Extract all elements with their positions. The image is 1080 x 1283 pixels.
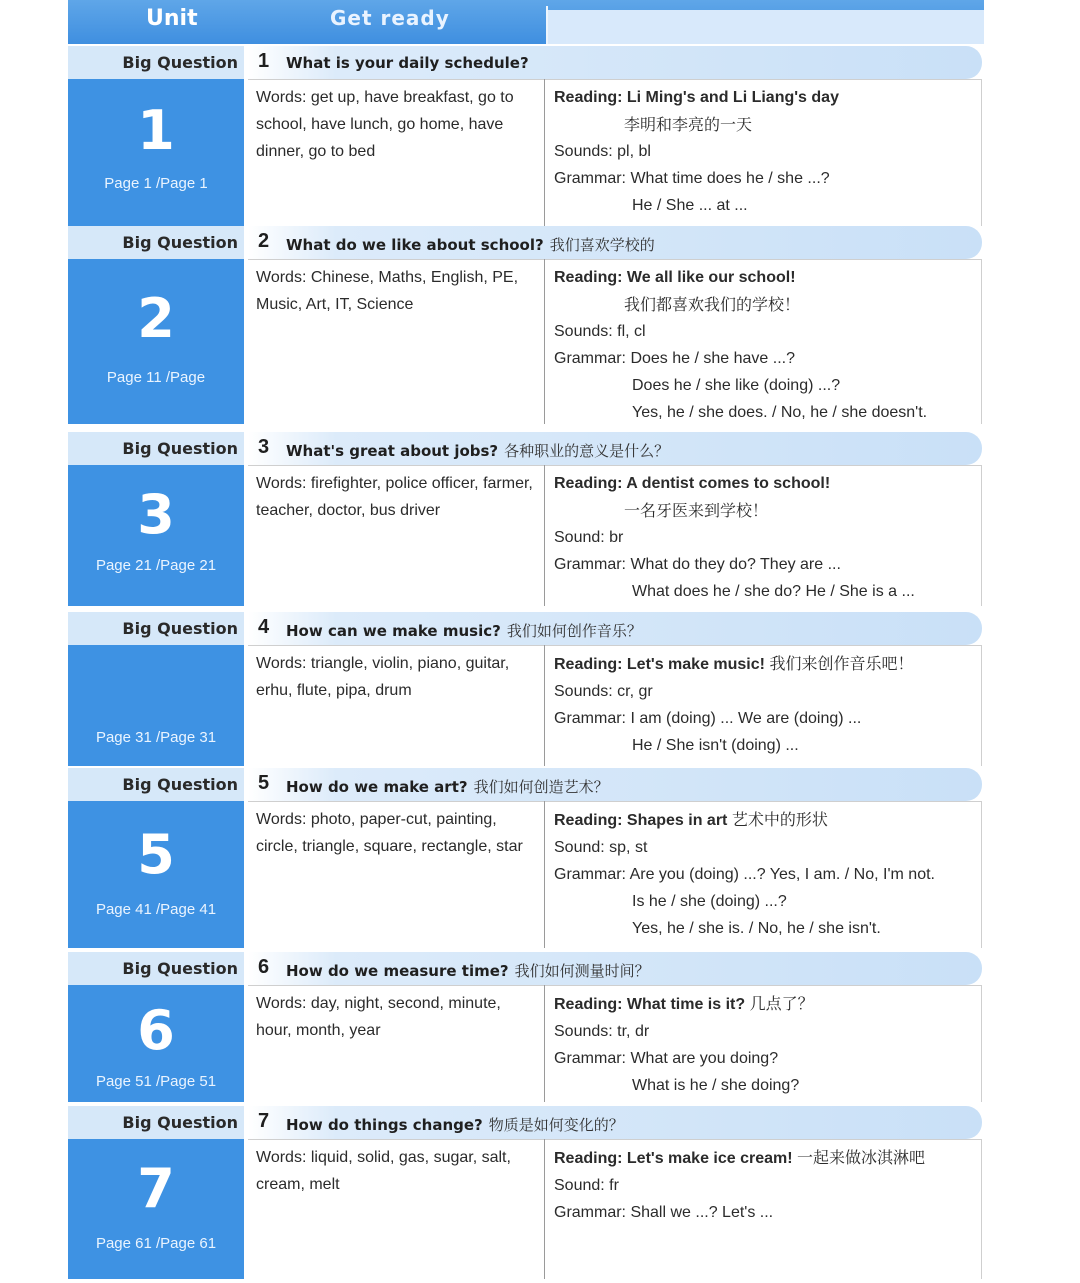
unit-2: [68, 226, 984, 426]
big-question-row: [68, 432, 984, 465]
big-question-text: How do we measure time? 我们如何测量时间？: [286, 962, 650, 980]
sounds: Sound: br: [554, 529, 624, 546]
sounds: Sound: fr: [554, 1177, 619, 1194]
unit-number: 2: [258, 230, 270, 252]
unit-number-box: [68, 985, 244, 1102]
unit-number: 7: [258, 1110, 270, 1132]
big-question-label: Big Question: [122, 1113, 238, 1132]
unit-7: [68, 1106, 984, 1283]
unit-number-box: [68, 79, 244, 226]
unit-number: 5: [258, 772, 270, 794]
reading-cell: [554, 470, 978, 605]
page-reference: Page 21 /Page 21: [95, 557, 217, 574]
grammar-line: Yes, he / she is. / No, he / she isn't.: [632, 920, 881, 937]
big-question-row: [68, 952, 984, 985]
words-cell: Words: Chinese, Maths, English, PE, Music, Art, IT, Science: [256, 269, 519, 313]
big-question-label: Big Question: [122, 775, 238, 794]
words-cell: Words: firefighter, police officer, farmer, teacher, doctor, bus driver: [256, 475, 533, 519]
reading-title-zh: 李明和李亮的一天: [624, 115, 753, 134]
grammar-line: Grammar: What do they do? They are ...: [554, 556, 841, 573]
unit-number-box: [68, 645, 244, 766]
reading-cell: [554, 650, 978, 759]
unit-big-number: 2: [137, 287, 175, 350]
reading-title: Reading: Shapes in art 艺术中的形状: [554, 810, 828, 829]
big-question-text: How can we make music? 我们如何创作音乐？: [286, 622, 642, 640]
words-cell: Words: day, night, second, minute, hour, month, year: [256, 995, 501, 1039]
header-band: [548, 10, 984, 44]
big-question-text: How do we make art? 我们如何创造艺术？: [286, 778, 609, 796]
big-question-label: Big Question: [122, 959, 238, 978]
reading-cell: [554, 1144, 978, 1226]
grammar-line: Grammar: What are you doing?: [554, 1050, 779, 1067]
big-question-row: [68, 226, 984, 259]
words-cell: Words: triangle, violin, piano, guitar, erhu, flute, pipa, drum: [256, 655, 510, 699]
words-cell: Words: liquid, solid, gas, sugar, salt, cream, melt: [256, 1149, 511, 1193]
reading-title: Reading: A dentist comes to school!: [554, 475, 831, 492]
grammar-line: Grammar: I am (doing) ... We are (doing) ...: [554, 710, 862, 727]
unit-number-box: [68, 1139, 244, 1279]
words-cell: Words: get up, have breakfast, go to school, have lunch, go home, have dinner, go to bed: [256, 89, 514, 160]
reading-cell: [554, 990, 978, 1099]
big-question-text: What's great about jobs? 各种职业的意义是什么？: [286, 442, 670, 460]
reading-title: Reading: Li Ming's and Li Liang's day: [554, 89, 839, 106]
reading-cell: [554, 264, 978, 426]
unit-5: [68, 768, 984, 950]
unit-3: [68, 432, 984, 608]
grammar-line: Is he / she (doing) ...?: [632, 893, 787, 910]
page-reference: Page 31 /Page 31: [95, 729, 217, 746]
grammar-line: What does he / she do? He / She is a ...: [632, 583, 915, 600]
page-reference: Page 41 /Page 41: [95, 901, 217, 918]
grammar-line: Grammar: Are you (doing) ...? Yes, I am. / No, I'm not.: [554, 866, 935, 883]
big-question-label: Big Question: [122, 619, 238, 638]
sounds: Sounds: pl, bl: [554, 143, 651, 160]
big-question-text: How do things change? 物质是如何变化的？: [286, 1116, 624, 1134]
page-reference: Page 51 /Page 51: [95, 1073, 217, 1090]
reading-title: Reading: What time is it? 几点了？: [554, 994, 814, 1013]
unit-big-number: 3: [137, 483, 175, 546]
unit-6: [68, 952, 984, 1102]
grammar-line: What is he / she doing?: [632, 1077, 800, 1094]
unit-number: 1: [258, 50, 270, 72]
reading-title-zh: 一名牙医来到学校！: [624, 501, 769, 520]
unit-column-label: Unit: [146, 6, 198, 31]
unit-number: 3: [258, 436, 270, 458]
sounds: Sounds: tr, dr: [554, 1023, 650, 1040]
big-question-label: Big Question: [122, 439, 238, 458]
grammar-line: Does he / she like (doing) ...?: [632, 377, 841, 394]
reading-cell: [554, 84, 978, 219]
reading-title-zh: 我们都喜欢我们的学校！: [624, 295, 801, 314]
sounds: Sounds: fl, cl: [554, 323, 646, 340]
sounds: Sound: sp, st: [554, 839, 648, 856]
big-question-row: [68, 1106, 984, 1139]
grammar-line: Grammar: What time does he / she ...?: [554, 170, 830, 187]
unit-number: 6: [258, 956, 270, 978]
grammar-line: Yes, he / she does. / No, he / she doesn't.: [632, 404, 928, 421]
unit-4: [68, 612, 984, 768]
big-question-row: [68, 46, 984, 79]
unit-number-box: [68, 465, 244, 606]
grammar-line: He / She isn't (doing) ...: [632, 737, 799, 754]
grammar-line: Grammar: Shall we ...? Let's ...: [554, 1204, 774, 1221]
unit-number-box: [68, 801, 244, 948]
unit-big-number: 5: [137, 823, 175, 886]
contents-header: [68, 0, 984, 44]
unit-big-number: 1: [137, 99, 175, 162]
reading-title: Reading: Let's make music! 我们来创作音乐吧！: [554, 654, 914, 673]
big-question-row: [68, 768, 984, 801]
unit-big-number: 7: [137, 1157, 175, 1220]
contents-page: [68, 0, 984, 1283]
sounds: Sounds: cr, gr: [554, 683, 653, 700]
page-reference: Page 11 /Page: [106, 369, 206, 386]
grammar-line: Grammar: Does he / she have ...?: [554, 350, 795, 367]
big-question-label: Big Question: [122, 53, 238, 72]
big-question-row: [68, 612, 984, 645]
big-question-label: Big Question: [122, 233, 238, 252]
unit-number-box: [68, 259, 244, 424]
unit-big-number: 6: [137, 999, 175, 1062]
unit-number: 4: [258, 616, 270, 638]
unit-1: [68, 46, 984, 226]
header-title: Get ready: [330, 6, 450, 30]
words-cell: Words: photo, paper-cut, painting, circle, triangle, square, rectangle, star: [256, 811, 523, 855]
big-question-text: What is your daily schedule?: [286, 54, 529, 72]
page-reference: Page 1 /Page 1: [104, 175, 208, 192]
reading-title: Reading: Let's make ice cream! 一起来做冰淇淋吧: [554, 1148, 926, 1167]
big-question-text: What do we like about school? 我们喜欢学校的: [286, 236, 655, 254]
page-reference: Page 61 /Page 61: [95, 1235, 217, 1252]
reading-title: Reading: We all like our school!: [554, 269, 796, 286]
grammar-line: He / She ... at ...: [632, 197, 748, 214]
reading-cell: [554, 806, 978, 942]
